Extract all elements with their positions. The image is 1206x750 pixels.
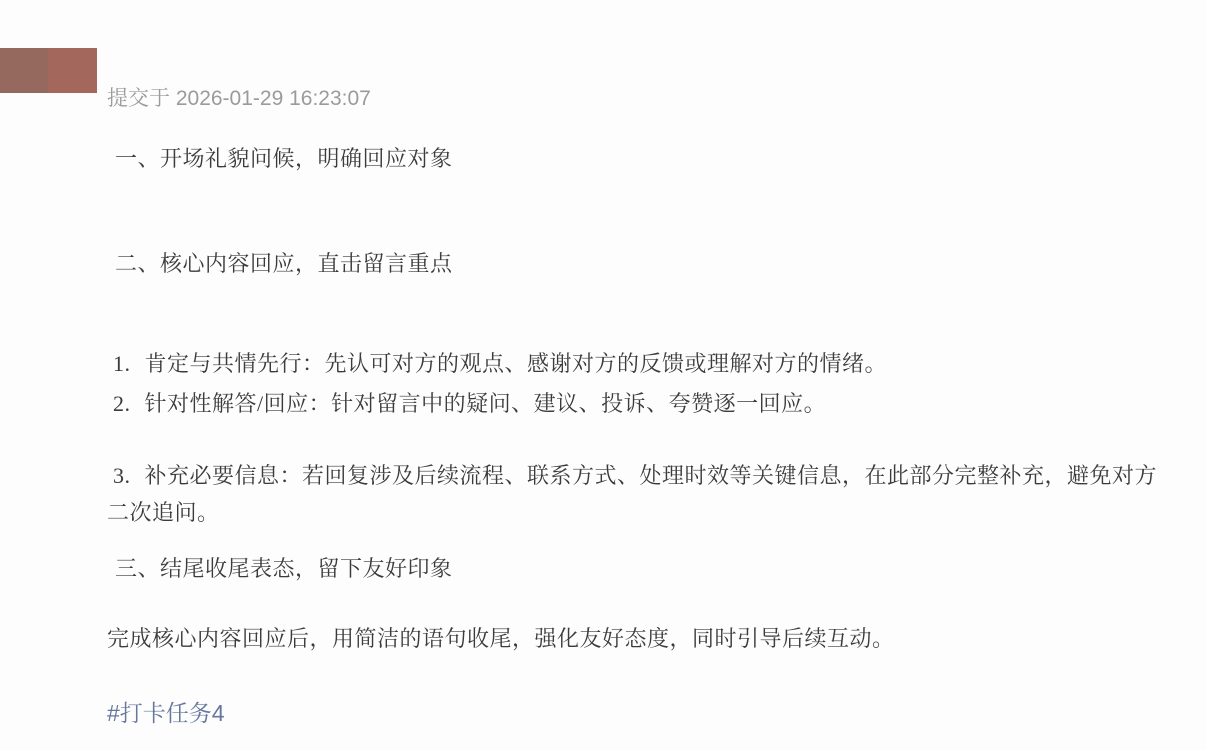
color-swatch [0, 48, 97, 93]
section-heading-1: 一、开场礼貌问候，明确回应对象 [115, 146, 453, 171]
list-item-1 [107, 351, 887, 377]
swatch-left-block [0, 48, 48, 93]
hashtag-link[interactable]: #打卡任务4 [107, 700, 225, 726]
list-item-text: 针对性解答/回应：针对留言中的疑问、建议、投诉、夸赞逐一回应。 [144, 391, 827, 416]
swatch-right-block [48, 48, 97, 93]
list-item-3 [107, 457, 1159, 531]
submission-timestamp: 提交于 2026-01-29 16:23:07 [107, 87, 371, 110]
closing-paragraph: 完成核心内容回应后，用简洁的语句收尾，强化友好态度，同时引导后续互动。 [107, 626, 895, 651]
list-item-number: 1. [113, 351, 131, 376]
list-item-2 [107, 391, 826, 417]
list-item-number: 3. [113, 463, 131, 488]
list-item-text: 补充必要信息：若回复涉及后续流程、联系方式、处理时效等关键信息，在此部分完整补充，避免对方二次追问。 [107, 463, 1158, 525]
list-item-number: 2. [113, 391, 131, 416]
list-item-text: 肯定与共情先行：先认可对方的观点、感谢对方的反馈或理解对方的情绪。 [144, 351, 888, 376]
section-heading-2: 二、核心内容回应，直击留言重点 [115, 251, 453, 276]
section-heading-3: 三、结尾收尾表态，留下友好印象 [115, 556, 453, 581]
